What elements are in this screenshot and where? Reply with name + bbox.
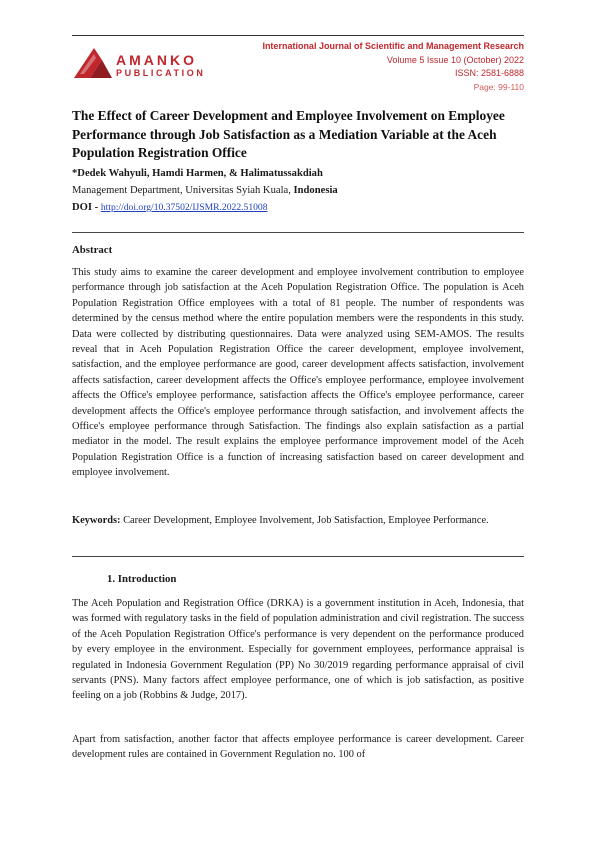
introduction-paragraph-1: The Aceh Population and Registration Office (DRKA) is a government institution in Aceh, Indonesia, that was formed with regulatory tasks in the field of population administration and civil registration. The success of the Aceh Population Registration Office's performance is very dependent on the performance produced by every employee in the environment. Especially for government employees, performance appraisal is regulated in Indonesia Government Regulation (PP) No 30/2019 regarding performance appraisal of civil servants (PNS). Many factors affect employee performance, one of which is job satisfaction, as positive feeling on a job (Robbins & Judge, 2017). [72, 598, 524, 702]
publisher-logo [72, 44, 222, 80]
doi-label: DOI - [72, 202, 101, 213]
journal-name: International Journal of Scientific and Management Research [262, 41, 524, 51]
abstract-bottom-rule [72, 556, 524, 557]
abstract-text: This study aims to examine the career development and employee involvement contribution to employee performance through job satisfaction at the Aceh Population Registration Office. The population is Aceh Population Registration Office employees with a total of 81 people. The number of respondents was determined by the census method where the entire population members were the respondents in this study. Data were collected by distributing questionnaires. Data were analyzed using SEM-AMOS. The results reveal that in Aceh Population Registration Office the career development, employee involvement, satisfaction, and the employee performance are good, career development affects satisfaction, involvement affects satisfaction, career development affects the Office's employee performance, employee involvement affects the Office's employee performance, satisfaction affects the Office's employee performance, career development affects the Office's employee performance through satisfaction, and involvement affects the Office's employee performance through Satisfaction. The findings also explain satisfaction as a partial mediator in the model. The result explains the employee performance improvement model of the Aceh Population Registration Office is a function of increasing satisfaction based on career development and employee involvement. [72, 267, 524, 479]
author-list: *Dedek Wahyuli, Hamdi Harmen, & Halimatussakdiah [72, 168, 323, 179]
journal-info [262, 40, 524, 94]
introduction-paragraph-2: Apart from satisfaction, another factor that affects employee performance is career development. Career development rules are contained in Government Regulation no. 100 of [72, 734, 524, 761]
affiliation-department: Management Department, Universitas Syiah Kuala, [72, 185, 294, 196]
header-top-rule [72, 35, 524, 36]
keywords-label: Keywords: [72, 515, 121, 526]
brand-subtitle: PUBLICATION [116, 68, 206, 78]
logo-mark-icon [72, 44, 116, 80]
brand-name: AMANKO [116, 52, 197, 68]
issn: ISSN: 2581-6888 [454, 68, 524, 78]
volume-issue: Volume 5 Issue 10 (October) 2022 [386, 54, 524, 65]
doi-line [72, 202, 268, 213]
page-range: Page: 99-110 [473, 81, 524, 92]
affiliation [72, 185, 338, 196]
article-title: The Effect of Career Development and Employee Involvement on Employee Performance through Job Satisfaction as a Mediation Variable at the Aceh Population Registration Office [72, 108, 505, 160]
keywords [72, 513, 524, 528]
section-heading-introduction: 1. Introduction [107, 573, 177, 585]
doi-link[interactable]: http://doi.org/10.37502/IJSMR.2022.51008 [100, 202, 268, 213]
affiliation-country: Indonesia [293, 185, 338, 196]
keywords-list: Career Development, Employee Involvement, Job Satisfaction, Employee Performance. [120, 515, 489, 526]
abstract-top-rule [72, 232, 524, 233]
abstract-heading: Abstract [72, 244, 113, 256]
